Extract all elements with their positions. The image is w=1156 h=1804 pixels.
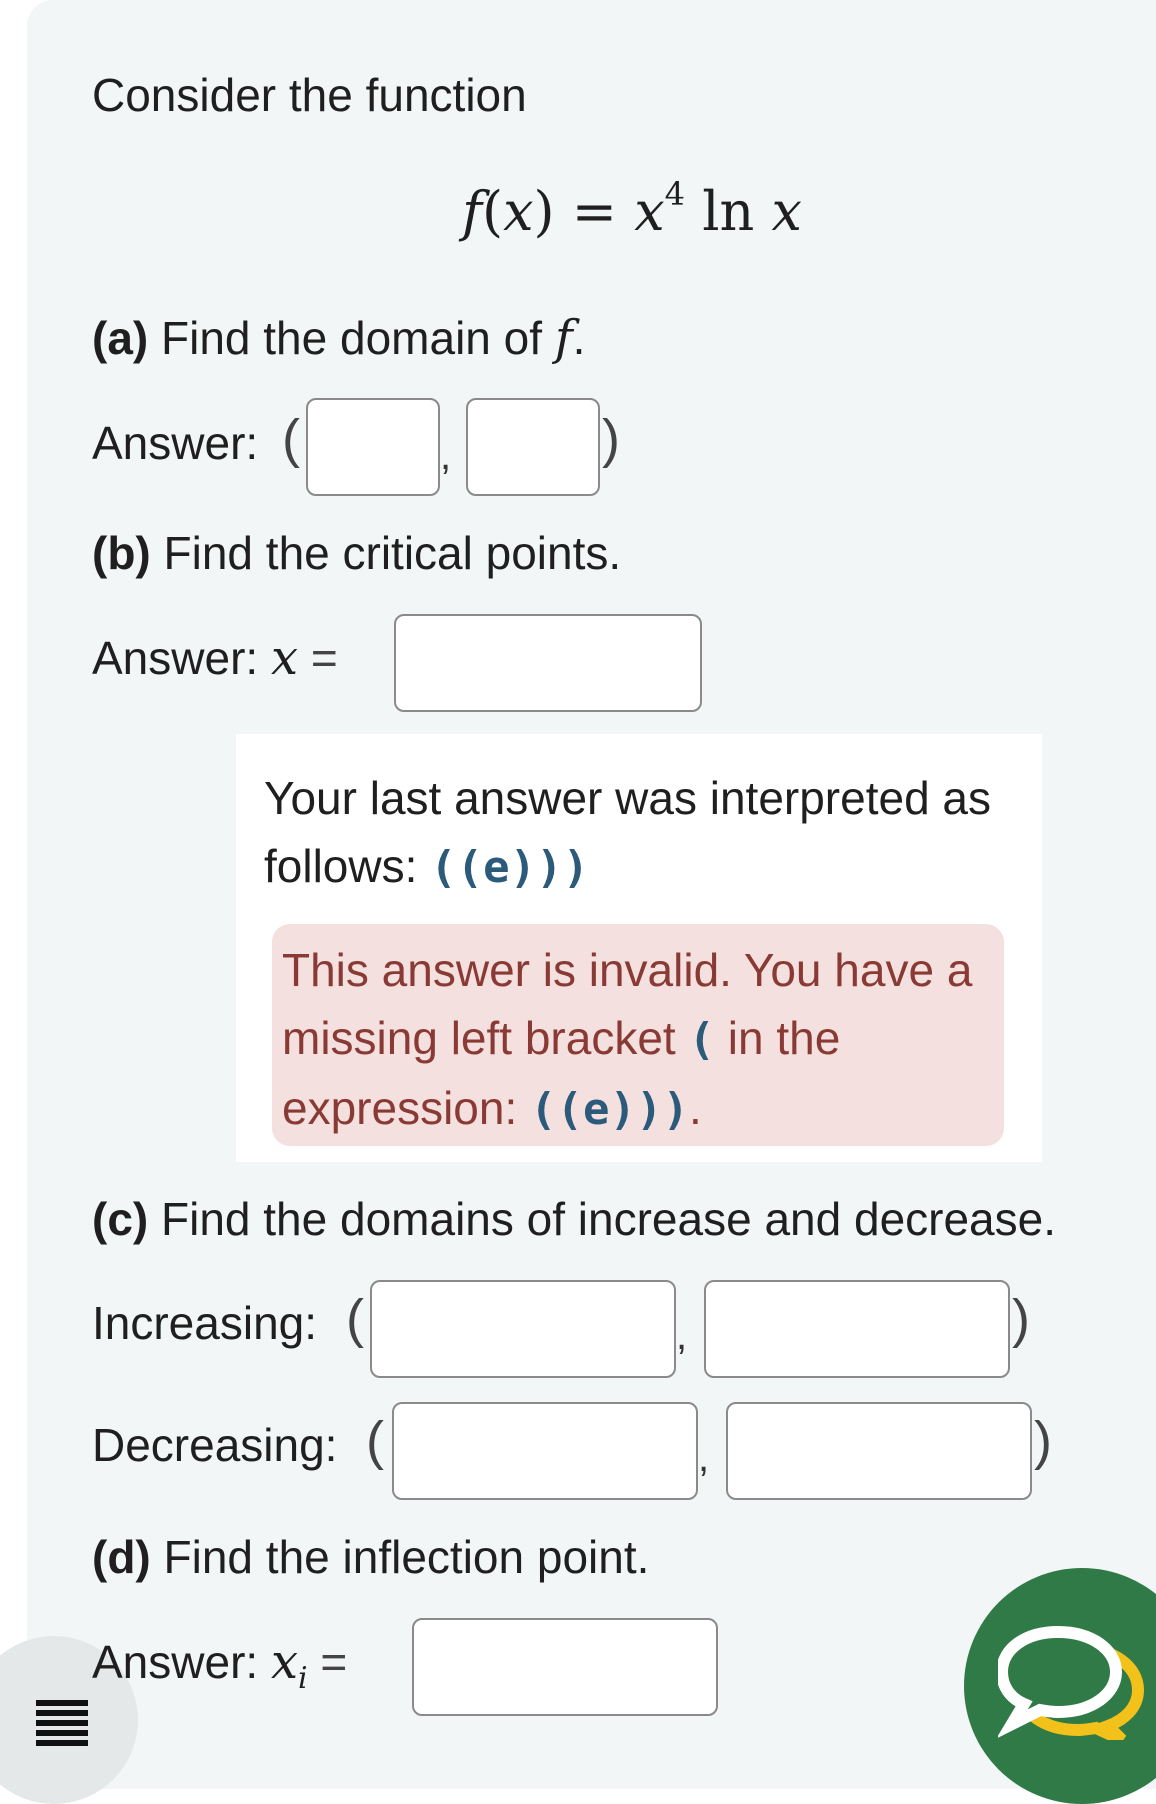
decreasing-label: Decreasing: bbox=[92, 1419, 338, 1471]
part-a-answer-label: Answer: bbox=[92, 417, 259, 469]
formula-var: x bbox=[771, 180, 802, 243]
comma: , bbox=[676, 1314, 688, 1358]
increasing-upper-input[interactable] bbox=[704, 1280, 1010, 1378]
part-b-var: x bbox=[270, 630, 299, 686]
paren-close: ) bbox=[1034, 1411, 1052, 1471]
part-a-text: Find the domain of bbox=[161, 312, 543, 364]
formula-base: x bbox=[634, 180, 665, 243]
error-text-part2: in the expression: bbox=[282, 1012, 841, 1134]
part-d-sub: i bbox=[298, 1661, 308, 1697]
part-c-label: (c) bbox=[92, 1193, 149, 1245]
intro-text: Consider the function bbox=[92, 69, 527, 121]
part-d-answer-label bbox=[92, 1634, 347, 1696]
part-d-answer-text: Answer: bbox=[92, 1636, 259, 1688]
part-b-answer-text: Answer: bbox=[92, 632, 259, 684]
error-message-box bbox=[272, 924, 1004, 1146]
feedback-message: Your last answer was interpreted as follows: bbox=[264, 772, 992, 892]
critical-points-input[interactable] bbox=[394, 614, 702, 712]
error-expression: ((e))) bbox=[530, 1084, 689, 1135]
paren-close: ) bbox=[602, 409, 620, 469]
error-bracket: ( bbox=[688, 1014, 715, 1065]
increasing-label: Increasing: bbox=[92, 1297, 318, 1349]
function-formula: $f(x) = x^4$ ln x bbox=[462, 175, 802, 243]
paren-close: ) bbox=[1012, 1289, 1030, 1349]
inflection-point-input[interactable] bbox=[412, 1618, 718, 1716]
domain-lower-input[interactable] bbox=[306, 398, 440, 496]
chat-bubbles-icon[interactable] bbox=[998, 1620, 1148, 1740]
part-b-eq: = bbox=[310, 632, 338, 684]
feedback-text bbox=[264, 764, 1024, 902]
paren-open: ( bbox=[282, 409, 300, 469]
part-b-answer-label bbox=[92, 630, 338, 686]
part-b-question bbox=[92, 526, 621, 580]
comma: , bbox=[698, 1436, 710, 1480]
part-d-var: x bbox=[270, 1634, 299, 1690]
formula-f: f bbox=[462, 180, 482, 243]
part-b-label: (b) bbox=[92, 527, 151, 579]
part-a-period: . bbox=[572, 312, 586, 364]
formula-x: x bbox=[503, 180, 534, 243]
interpreted-expression: ((e))) bbox=[430, 842, 590, 893]
formula-exponent: 4 bbox=[664, 175, 686, 213]
paren-open: ( bbox=[346, 1289, 364, 1349]
formula-ln: ln bbox=[702, 180, 755, 243]
part-a-func: f bbox=[554, 310, 573, 366]
part-c-text: Find the domains of increase and decrease. bbox=[161, 1193, 1056, 1245]
part-a-question bbox=[92, 310, 585, 366]
increasing-lower-input[interactable] bbox=[370, 1280, 676, 1378]
part-d-label: (d) bbox=[92, 1531, 151, 1583]
decreasing-lower-input[interactable] bbox=[392, 1402, 698, 1500]
error-text-part1: This answer is invalid. You have a missing left bracket bbox=[282, 944, 973, 1064]
part-a-label: (a) bbox=[92, 312, 149, 364]
part-b-text: Find the critical points. bbox=[163, 527, 622, 579]
domain-upper-input[interactable] bbox=[466, 398, 600, 496]
decreasing-upper-input[interactable] bbox=[726, 1402, 1032, 1500]
answer-feedback bbox=[236, 734, 1042, 1162]
part-d-eq: = bbox=[320, 1636, 348, 1688]
comma: , bbox=[440, 434, 452, 478]
part-c-question bbox=[92, 1192, 1056, 1246]
part-d-text: Find the inflection point. bbox=[163, 1531, 650, 1583]
paren-open: ( bbox=[366, 1411, 384, 1471]
part-d-question bbox=[92, 1530, 649, 1584]
list-icon[interactable] bbox=[38, 1700, 88, 1746]
error-period: . bbox=[688, 1082, 702, 1134]
error-text bbox=[282, 936, 1002, 1144]
